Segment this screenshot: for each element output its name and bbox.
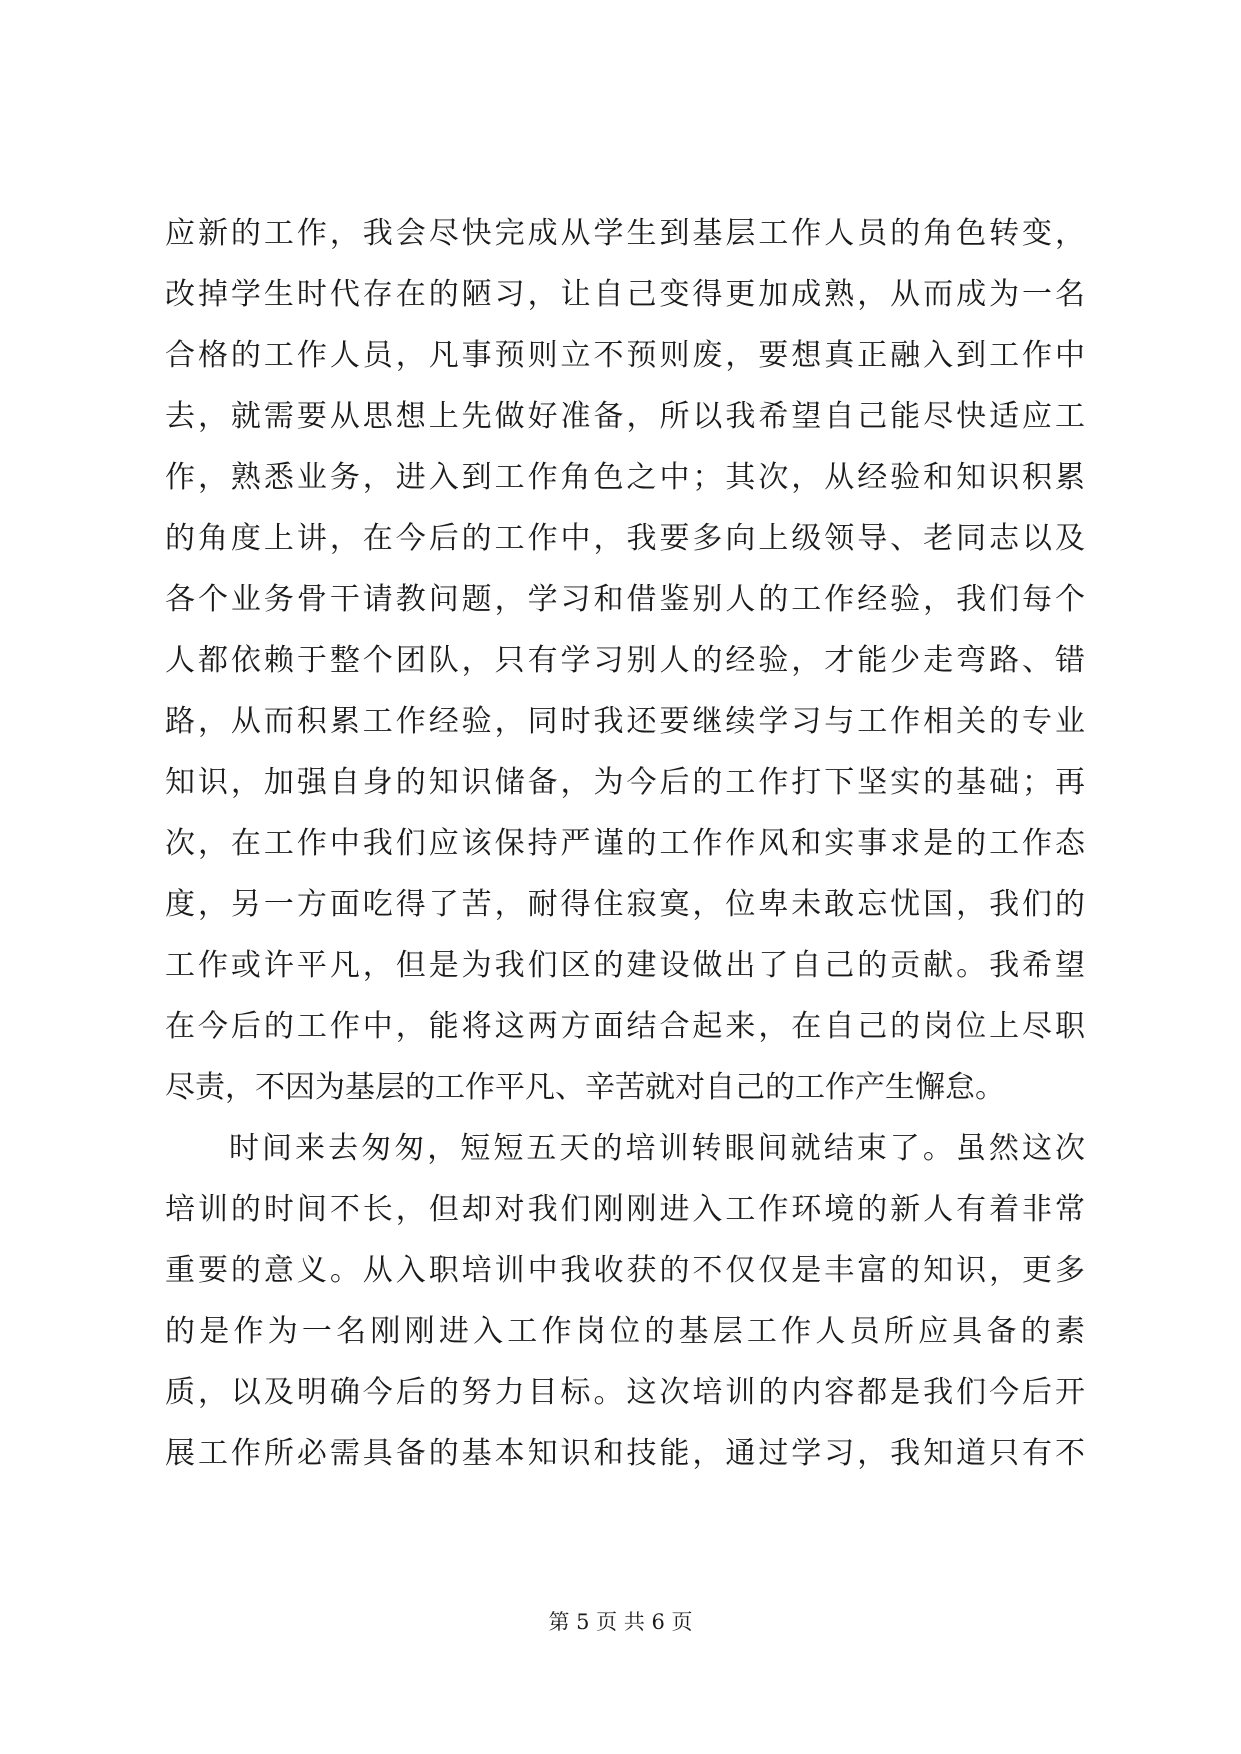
text-line: 重要的意义。从入职培训中我收获的不仅仅是丰富的知识，更多 [165,1253,1085,1288]
text-line: 人都依赖于整个团队，只有学习别人的经验，才能少走弯路、错 [165,643,1085,678]
text-line: 去，就需要从思想上先做好准备，所以我希望自己能尽快适应工 [165,399,1085,434]
paragraph-2 [165,1118,1085,1484]
body-text [165,203,1085,1484]
text-line: 培训的时间不长，但却对我们刚刚进入工作环境的新人有着非常 [165,1192,1085,1227]
text-line: 展工作所必需具备的基本知识和技能，通过学习，我知道只有不 [165,1436,1085,1471]
text-line: 次，在工作中我们应该保持严谨的工作作风和实事求是的工作态 [165,826,1085,861]
paragraph-1 [165,203,1085,1118]
text-line: 作，熟悉业务，进入到工作角色之中；其次，从经验和知识积累 [165,460,1085,495]
text-line: 合格的工作人员，凡事预则立不预则废，要想真正融入到工作中 [165,338,1085,373]
text-line: 尽责，不因为基层的工作平凡、辛苦就对自己的工作产生懈怠。 [165,1070,1005,1105]
text-line: 度，另一方面吃得了苦，耐得住寂寞，位卑未敢忘忧国，我们的 [165,887,1085,922]
page-number-footer: 第 5 页 共 6 页 [548,1610,693,1634]
text-line: 的是作为一名刚刚进入工作岗位的基层工作人员所应具备的素 [165,1314,1085,1349]
text-line: 的角度上讲，在今后的工作中，我要多向上级领导、老同志以及 [165,521,1085,556]
text-line: 改掉学生时代存在的陋习，让自己变得更加成熟，从而成为一名 [165,277,1085,312]
text-line: 路，从而积累工作经验，同时我还要继续学习与工作相关的专业 [165,704,1085,739]
text-line: 知识，加强自身的知识储备，为今后的工作打下坚实的基础；再 [165,765,1085,800]
text-line: 应新的工作，我会尽快完成从学生到基层工作人员的角色转变， [165,216,1085,251]
text-line: 时间来去匆匆，短短五天的培训转眼间就结束了。虽然这次 [229,1131,1085,1166]
text-line: 在今后的工作中，能将这两方面结合起来，在自己的岗位上尽职 [165,1009,1085,1044]
text-line: 各个业务骨干请教问题，学习和借鉴别人的工作经验，我们每个 [165,582,1085,617]
text-line: 质，以及明确今后的努力目标。这次培训的内容都是我们今后开 [165,1375,1085,1410]
text-line: 工作或许平凡，但是为我们区的建设做出了自己的贡献。我希望 [165,948,1085,983]
